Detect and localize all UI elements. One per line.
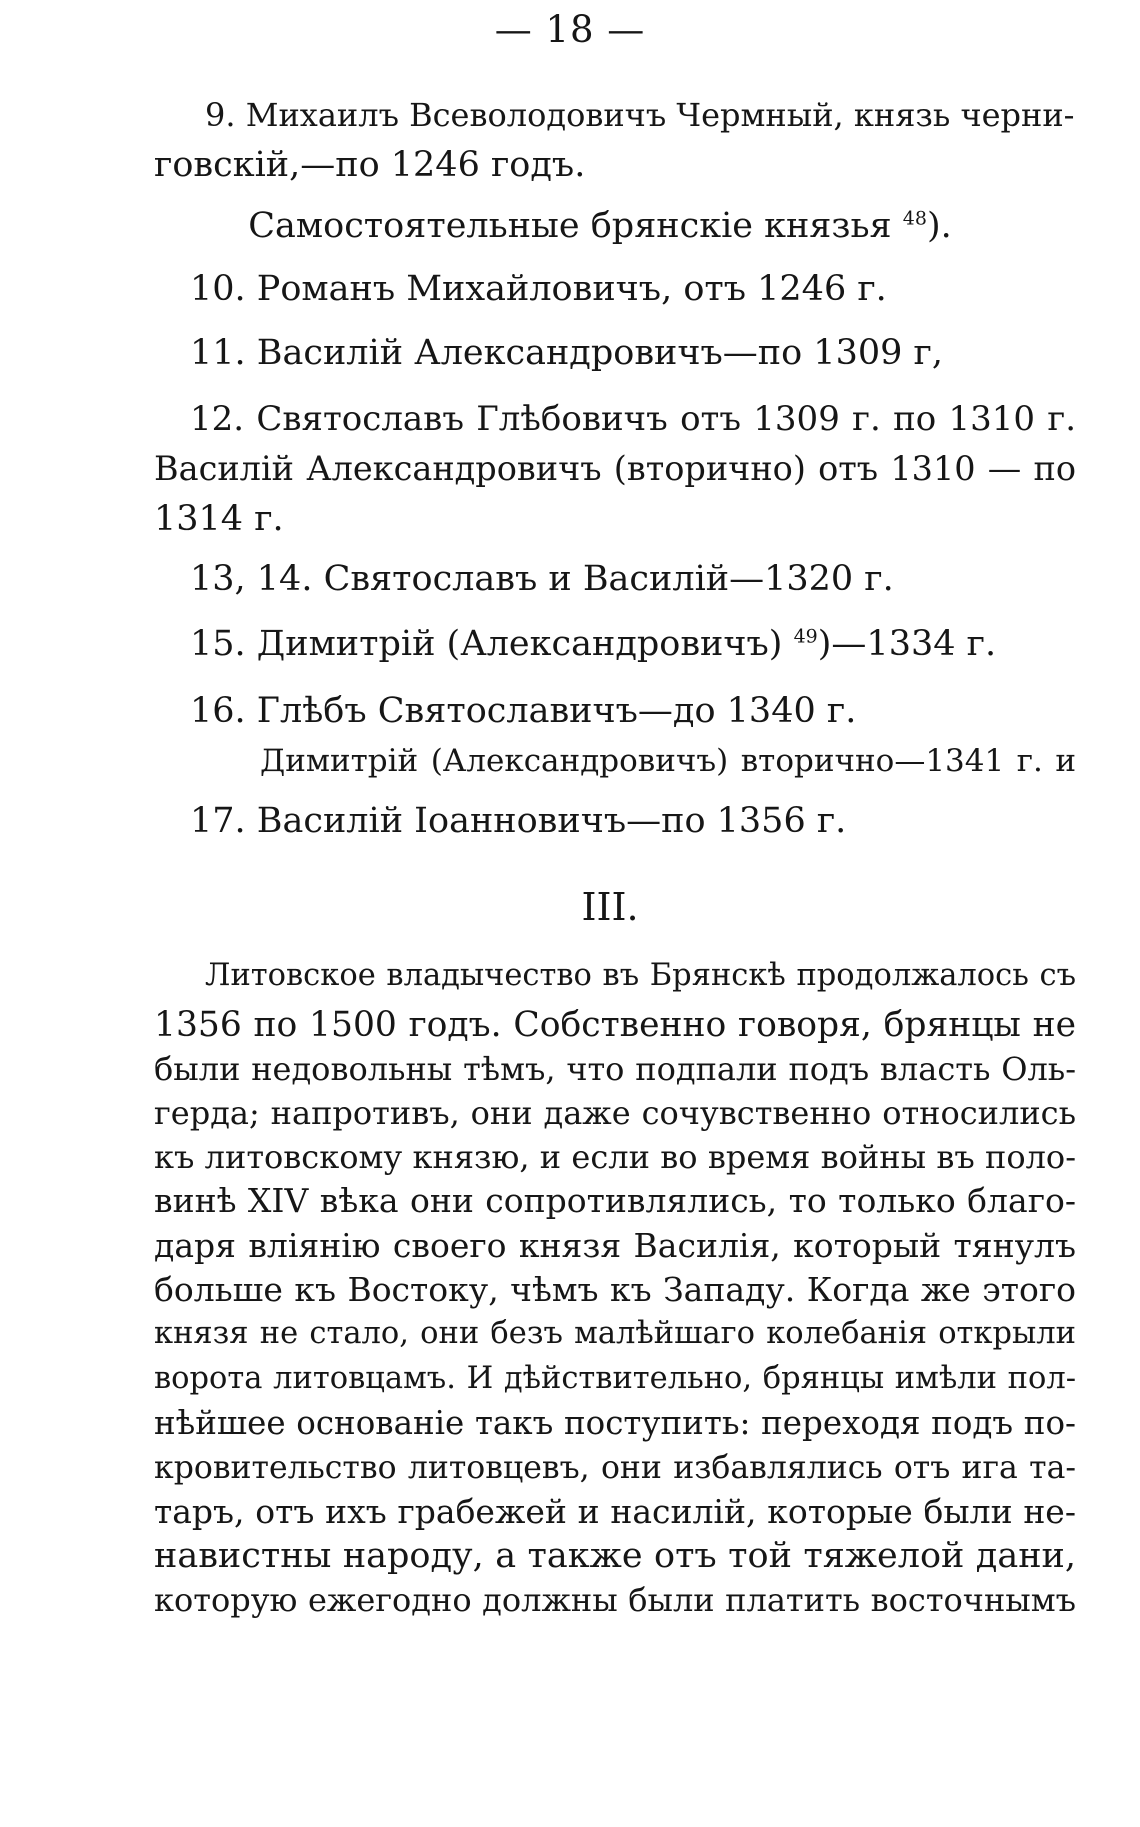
entry-12-line-2: Василій Александровичъ (вторично) отъ 1310 — по (154, 449, 1076, 488)
entry-15 (190, 624, 1112, 664)
entry-13-14: 13, 14. Святославъ и Василій—1320 г. (190, 559, 894, 599)
paragraph-line: больше къ Востоку, чѣмъ къ Западу. Когда же этого (154, 1270, 1076, 1309)
subheading-text: Самостоятельные брянскіе князья (248, 206, 892, 246)
entry-16-line-2: Димитрій (Александровичъ) вторично—1341 г. и (260, 743, 1076, 779)
entry-9-line-1: 9. Михаилъ Всеволодовичъ Чермный, князь черни- (205, 96, 1075, 134)
paragraph-line: Литовское владычество въ Брянскѣ продолжалось съ (205, 958, 1076, 993)
paragraph-line: нѣйшее основаніе такъ поступить: переходя подъ по- (154, 1404, 1076, 1442)
entry-11: 11. Василій Александровичъ—по 1309 г, (190, 333, 943, 373)
paragraph-line: князя не стало, они безъ малѣйшаго колебанія открыли (154, 1316, 1076, 1351)
paragraph-line: ворота литовцамъ. И дѣйствительно, брянцы имѣли пол- (154, 1361, 1076, 1396)
footnote-ref-49: 49 (793, 625, 818, 648)
entry-12-line-3: 1314 г. (154, 499, 284, 539)
section-numeral: III. (581, 885, 639, 929)
paragraph-line: даря вліянію своего князя Василія, который тянулъ (154, 1226, 1076, 1265)
section-subheading (30, 206, 1140, 246)
paragraph-line: винѣ XIV вѣка они сопротивлялись, то только благо- (154, 1181, 1076, 1220)
paragraph-line: кровительство литовцевъ, они избавлялись отъ ига та- (154, 1450, 1076, 1486)
paragraph-line: которую ежегодно должны были платить восточнымъ (154, 1581, 1076, 1619)
footnote-ref-48: 48 (902, 207, 927, 230)
subheading-tail: ). (926, 206, 952, 246)
entry-15-text: 15. Димитрій (Александровичъ) (190, 624, 783, 664)
paragraph-line: 1356 по 1500 годъ. Собственно говоря, брянцы не (154, 1005, 1076, 1045)
entry-17: 17. Василій Іоанновичъ—по 1356 г. (190, 801, 847, 841)
paragraph-line: герда; напротивъ, они даже сочувственно относились (154, 1094, 1076, 1132)
entry-10: 10. Романъ Михайловичъ, отъ 1246 г. (190, 269, 887, 309)
paragraph-line: были недовольны тѣмъ, что подпали подъ власть Оль- (154, 1050, 1076, 1088)
entry-16-line-1: 16. Глѣбъ Святославичъ—до 1340 г. (190, 691, 857, 731)
entry-15-tail: )—1334 г. (817, 624, 997, 664)
paragraph-line: навистны народу, а также отъ той тяжелой дани, (154, 1536, 1076, 1576)
entry-9-line-2: говскій,—по 1246 годъ. (154, 145, 586, 185)
entry-12-line-1: 12. Святославъ Глѣбовичъ отъ 1309 г. по 1310 г. (190, 399, 1076, 439)
page-number: — 18 — (494, 8, 646, 51)
paragraph-line: таръ, отъ ихъ грабежей и насилій, которые были не- (154, 1492, 1076, 1531)
paragraph-line: къ литовскому князю, и если во время войны въ поло- (154, 1138, 1076, 1176)
